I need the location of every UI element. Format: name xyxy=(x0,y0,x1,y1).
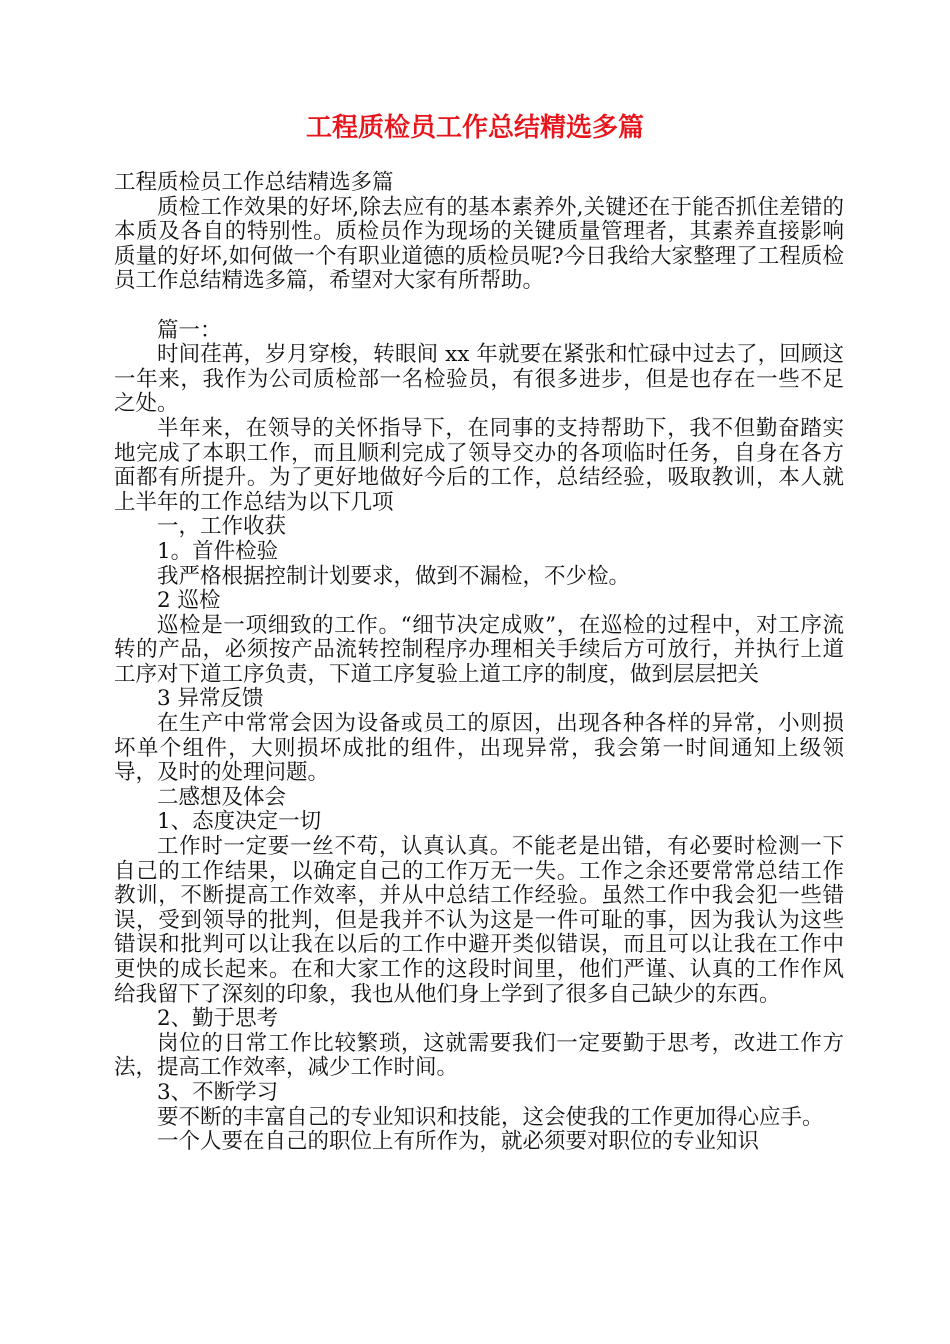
paragraph: 时间荏苒，岁月穿梭，转眼间 xx 年就要在紧张和忙碌中过去了，回顾这一年来，我作为公司质检部一名检验员，有很多进步，但是也存在一些不足之处。 xyxy=(114,342,844,417)
paragraph: 2、勤于思考 xyxy=(157,1006,279,1032)
paragraph: 在生产中常常会因为设备或员工的原因，出现各种各样的异常，小则损坏单个组件，大则损坏成批的组件，出现异常，我会第一时间通知上级领导，及时的处理问题。 xyxy=(114,711,844,786)
paragraph: 工作时一定要一丝不苟，认真认真。不能老是出错，有必要时检测一下自己的工作结果，以确定自己的工作万无一失。工作之余还要常常总结工作教训，不断提高工作效率，并从中总结工作经验。虽然工作中我会犯一些错误，受到领导的批判，但是我并不认为这是一件可耻的事，因为我认为这些错误和批判可以让我在以后的工作中避开类似错误，而且可以让我在工作中更快的成长起来。在和大家工作的这段时间里，他们严谨、认真的工作作风给我留下了深刻的印象，我也从他们身上学到了很多自己缺少的东西。 xyxy=(114,834,844,1007)
paragraph: 一，工作收获 xyxy=(157,514,287,540)
paragraph: 一个人要在自己的职位上有所作为，就必须要对职位的专业知识 xyxy=(157,1129,760,1155)
paragraph: 巡检是一项细致的工作。“细节决定成败”，在巡检的过程中，对工序流转的产品，必须按产品流转控制程序办理相关手续后方可放行，并执行上道工序对下道工序负责，下道工序复验上道工序的制度，做到层层把关 xyxy=(114,612,844,687)
paragraph: 2 巡检 xyxy=(157,588,221,614)
paragraph: 二感想及体会 xyxy=(157,784,287,810)
paragraph: 1、态度决定一切 xyxy=(157,809,322,835)
paragraph: 篇一： xyxy=(157,317,222,343)
paragraph: 工程质检员工作总结精选多篇 xyxy=(114,170,394,195)
paragraph: 3 异常反馈 xyxy=(157,686,264,712)
paragraph: 要不断的丰富自己的专业知识和技能，这会使我的工作更加得心应手。 xyxy=(157,1104,824,1130)
document-body xyxy=(114,171,844,1155)
paragraph: 3、不断学习 xyxy=(157,1079,279,1105)
paragraph: 岗位的日常工作比较繁琐，这就需要我们一定要勤于思考，改进工作方法，提高工作效率，减少工作时间。 xyxy=(114,1030,844,1081)
paragraph: 1。首件检验 xyxy=(157,538,279,564)
document-title: 工程质检员工作总结精选多篇 xyxy=(305,113,644,143)
paragraph: 我严格根据控制计划要求，做到不漏检，不少检。 xyxy=(157,563,631,589)
paragraph: 半年来，在领导的关怀指导下，在同事的支持帮助下，我不但勤奋踏实地完成了本职工作，而且顺利完成了领导交办的各项临时任务，自身在各方面都有所提升。为了更好地做好今后的工作，总结经验，吸取教训，本人就上半年的工作总结为以下几项 xyxy=(114,415,844,515)
paragraph: 质检工作效果的好坏,除去应有的基本素养外,关键还在于能否抓住差错的本质及各自的特别性。质检员作为现场的关键质量管理者，其素养直接影响质量的好坏,如何做一个有职业道德的质检员呢?今日我给大家整理了工程质检员工作总结精选多篇，希望对大家有所帮助。 xyxy=(114,194,844,294)
